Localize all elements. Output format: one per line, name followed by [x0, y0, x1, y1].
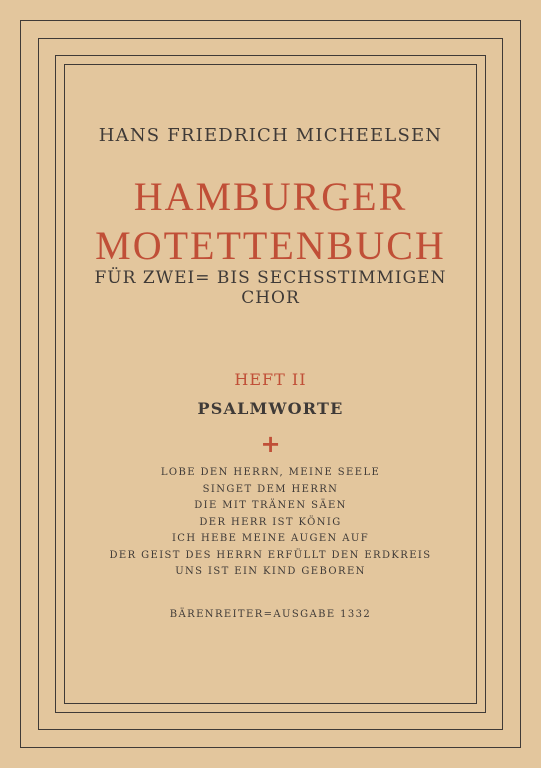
contents-item: LOBE DEN HERRN, MEINE SEELE	[160, 467, 381, 478]
publisher-line: BÄRENREITER=AUSGABE 1332	[169, 609, 372, 620]
contents-item: UNS IST EIN KIND GEBOREN	[175, 566, 366, 577]
contents-item: DER GEIST DES HERRN ERFÜLLT DEN ERDKREIS	[109, 549, 432, 561]
contents-list	[64, 465, 477, 581]
volume-label: HEFT II	[234, 370, 307, 389]
contents-item: DER HERR IST KÖNIG	[199, 516, 342, 528]
cross-icon: +	[260, 430, 281, 458]
title-line-1: HAMBURGER	[133, 174, 408, 219]
title-line-2: MOTETTENBUCH	[95, 223, 446, 268]
contents-item: DIE MIT TRÄNEN SÄEN	[194, 500, 347, 511]
volume-title: PSALMWORTE	[197, 399, 344, 418]
contents-item: SINGET DEM HERRN	[202, 483, 339, 495]
contents-item: ICH HEBE MEINE AUGEN AUF	[171, 533, 370, 544]
author-name: HANS FRIEDRICH MICHEELSEN	[98, 125, 443, 146]
subtitle: FÜR ZWEI= BIS SECHSSTIMMIGEN CHOR	[94, 268, 447, 308]
